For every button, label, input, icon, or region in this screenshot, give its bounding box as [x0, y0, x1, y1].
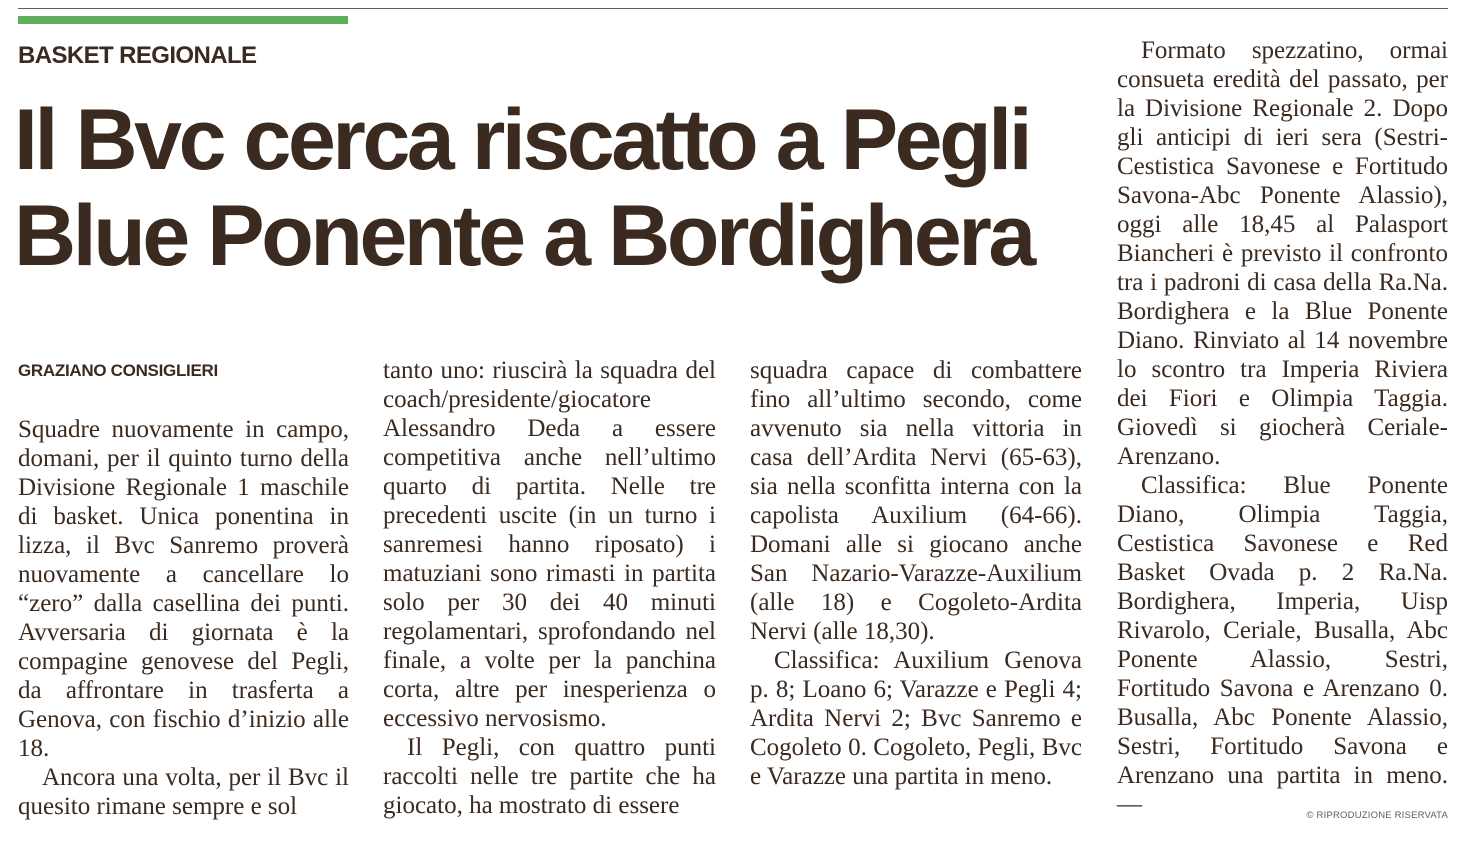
- section-accent-bar: [18, 16, 348, 24]
- article-column-4: [1117, 36, 1448, 819]
- paragraph-4: Classifica: Auxilium Genova p. 8; Loano 6; Varazze e Pegli 4; Ardita Nervi 2; Bvc Sanremo e Cogoleto 0. Cogoleto, Pegli, Bvc e Varazze una partita in meno.: [750, 647, 1082, 790]
- paragraph-6: Classifica: Blue Ponente Diano, Olimpia Taggia, Cestistica Savonese e Red Basket Ovada p. 2 Ra.Na. Bordighera, Imperia, Uisp Rivarolo, Ceriale, Busalla, Abc Ponente Alassio, Sestri, Fortitudo Savona e Arenzano 0. Busalla, Abc Ponente Alassio, Sestri, Fortitudo Savona e Arenzano una partita in meno. —: [1117, 472, 1448, 818]
- article-column-3: [750, 356, 1082, 791]
- paragraph-3-end: squadra capace di combattere fino all’ultimo secondo, come avvenuto sia nella vittoria in casa dell’Ardita Nervi (65-63), sia nella sconfitta interna con la capolista Auxilium (64-66). Domani alle si giocano anche San Nazario-Varazze-Auxilium (alle 18) e Cogoleto-Ardita Nervi (alle 18,30).: [750, 357, 1082, 645]
- copyright-notice: © RIPRODUZIONE RISERVATA: [1306, 810, 1448, 821]
- top-rule: [18, 8, 1448, 9]
- paragraph-1: Squadre nuovamente in campo, domani, per il quinto turno della Divisione Regionale 1 maschile di basket. Unica ponentina in lizza, il Bvc Sanremo proverà nuovamente a cancellare lo “zero” dalla casellina dei punti. Avversaria di giornata è la compagine genovese del Pegli, da affrontare in trasferta a Genova, con fischio d’inizio alle 18.: [18, 416, 349, 762]
- section-label: BASKET REGIONALE: [18, 42, 257, 69]
- byline: GRAZIANO CONSIGLIERI: [18, 361, 218, 380]
- paragraph-2-end: tanto uno: riuscirà la squadra del coach/presidente/giocatore Alessandro Deda a essere competitiva anche nell’ultimo quarto di partita. Nelle tre precedenti uscite (in un turno i sanremesi hanno riposato) i matuziani sono rimasti in partita solo per 30 dei 40 minuti regolamentari, sprofondando nel finale, a volte per la panchina corta, altre per inesperienza o eccessivo nervosismo.: [383, 357, 716, 732]
- article-column-1: [18, 415, 349, 821]
- headline-line-2: Blue Ponente a Bordighera: [14, 188, 1033, 284]
- paragraph-3-start: Il Pegli, con quattro punti raccolti nelle tre partite che ha giocato, ha mostrato di essere: [383, 734, 716, 819]
- article-column-2: [383, 356, 716, 820]
- headline: [14, 92, 1094, 284]
- paragraph-2-start: Ancora una volta, per il Bvc il quesito rimane sempre e sol: [18, 764, 349, 820]
- headline-line-1: Il Bvc cerca riscatto a Pegli: [14, 92, 1030, 188]
- paragraph-5: Formato spezzatino, ormai consueta eredità del passato, per la Divisione Regionale 2. Dopo gli anticipi di ieri sera (Sestri-Cestistica Savonese e Fortitudo Savona-Abc Ponente Alassio), oggi alle 18,45 al Palasport Biancheri è previsto il confronto tra i padroni di casa della Ra.Na. Bordighera e la Blue Ponente Diano. Rinviato al 14 novembre lo scontro tra Imperia Riviera dei Fiori e Olimpia Taggia. Giovedì si giocherà Ceriale-Arenzano.: [1117, 37, 1448, 470]
